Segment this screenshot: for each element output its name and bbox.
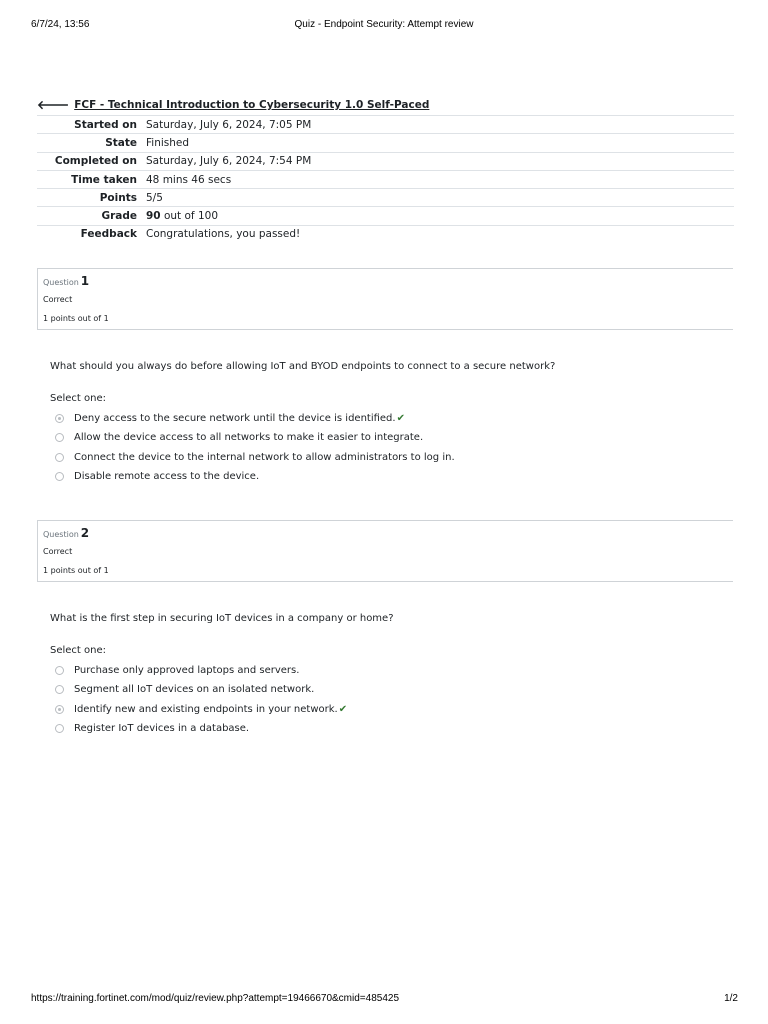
question-state: Correct (43, 547, 73, 556)
attempt-summary-table (37, 115, 734, 243)
answer-label: Disable remote access to the device. (74, 471, 260, 483)
summary-label: State (37, 134, 146, 152)
answer-label: Register IoT devices in a database. (74, 723, 250, 735)
answer-option[interactable] (55, 680, 347, 699)
summary-value: 5/5 (146, 189, 734, 207)
question-info-1 (37, 268, 733, 330)
summary-row-state (37, 134, 734, 152)
summary-label: Completed on (37, 152, 146, 170)
summary-value: Finished (146, 134, 734, 152)
question-text: What is the first step in securing IoT devices in a company or home? (50, 613, 394, 624)
select-one-prompt: Select one: (50, 393, 107, 404)
answer-option[interactable] (55, 409, 455, 428)
question-grade: 1 points out of 1 (43, 566, 109, 575)
question-number-value: 2 (80, 526, 90, 540)
summary-label: Time taken (37, 170, 146, 188)
radio-button[interactable] (55, 724, 64, 733)
print-page-number: 1/2 (724, 993, 738, 1004)
answer-option[interactable] (55, 700, 347, 719)
answer-option[interactable] (55, 448, 455, 467)
answer-label: Deny access to the secure network until the device is identified. (74, 413, 396, 425)
summary-value (146, 207, 734, 225)
answer-label: Segment all IoT devices on an isolated network. (74, 684, 315, 696)
question-state: Correct (43, 295, 73, 304)
arrow-left-icon: 🡐 (37, 98, 70, 112)
answer-option[interactable] (55, 428, 455, 447)
print-datetime: 6/7/24, 13:56 (31, 19, 90, 30)
course-link-label[interactable]: FCF - Technical Introduction to Cybersecurity 1.0 Self-Paced (74, 99, 430, 111)
radio-button[interactable] (55, 705, 64, 714)
answer-list-1 (55, 409, 455, 486)
summary-row-feedback (37, 225, 734, 243)
radio-button[interactable] (55, 414, 64, 423)
summary-row-time-taken (37, 170, 734, 188)
summary-row-started (37, 116, 734, 134)
summary-value: Congratulations, you passed! (146, 225, 734, 243)
summary-value: Saturday, July 6, 2024, 7:54 PM (146, 152, 734, 170)
answer-option[interactable] (55, 661, 347, 680)
check-icon: ✔ (338, 703, 348, 715)
answer-label: Connect the device to the internal network to allow administrators to log in. (74, 451, 455, 463)
answer-label: Identify new and existing endpoints in your network. (74, 703, 338, 715)
radio-button[interactable] (55, 433, 64, 442)
answer-option[interactable] (55, 719, 347, 738)
summary-label: Started on (37, 116, 146, 134)
grade-score: 90 (146, 210, 161, 223)
question-number (43, 526, 89, 540)
summary-row-points (37, 189, 734, 207)
print-title: Quiz - Endpoint Security: Attempt review (294, 19, 474, 30)
check-icon: ✔ (396, 413, 405, 425)
question-prefix: Question (43, 530, 79, 539)
summary-label: Feedback (37, 225, 146, 243)
answer-label: Allow the device access to all networks to make it easier to integrate. (74, 432, 424, 444)
answer-label: Purchase only approved laptops and servers. (74, 665, 300, 677)
summary-label: Grade (37, 207, 146, 225)
summary-row-completed (37, 152, 734, 170)
radio-button[interactable] (55, 453, 64, 462)
question-number-value: 1 (80, 274, 90, 288)
grade-rest: out of 100 (163, 210, 219, 223)
select-one-prompt: Select one: (50, 645, 107, 656)
course-back-link[interactable] (37, 99, 429, 111)
radio-button[interactable] (55, 666, 64, 675)
summary-value: Saturday, July 6, 2024, 7:05 PM (146, 116, 734, 134)
summary-row-grade (37, 207, 734, 225)
question-text: What should you always do before allowing IoT and BYOD endpoints to connect to a secure network? (50, 361, 556, 372)
print-url: https://training.fortinet.com/mod/quiz/review.php?attempt=19466670&cmid=485425 (31, 993, 400, 1004)
summary-value: 48 mins 46 secs (146, 170, 734, 188)
question-grade: 1 points out of 1 (43, 314, 109, 323)
radio-button[interactable] (55, 472, 64, 481)
question-prefix: Question (43, 278, 79, 287)
question-number (43, 274, 89, 288)
radio-button[interactable] (55, 685, 64, 694)
summary-label: Points (37, 189, 146, 207)
answer-list-2 (55, 661, 347, 738)
answer-option[interactable] (55, 467, 455, 486)
question-info-2 (37, 520, 733, 582)
